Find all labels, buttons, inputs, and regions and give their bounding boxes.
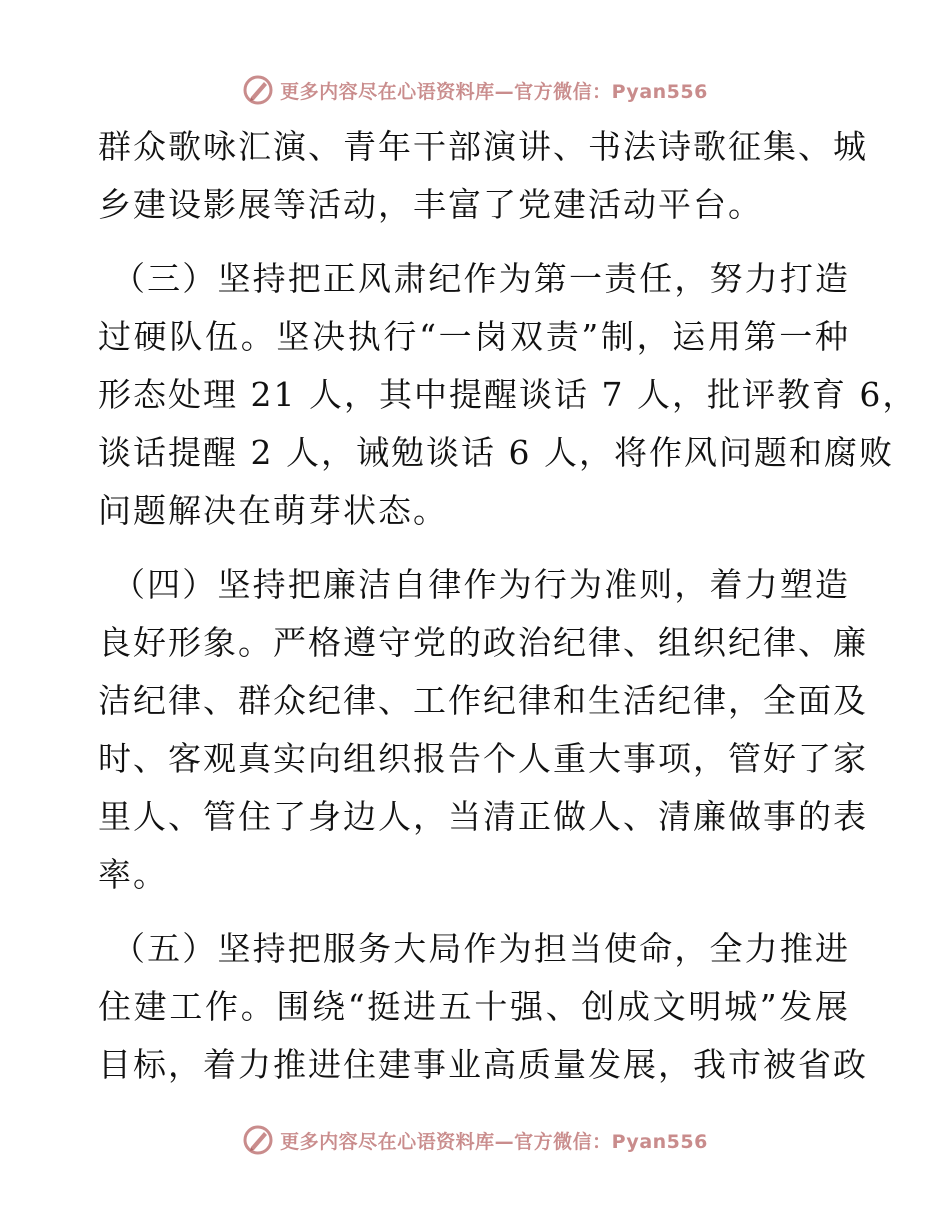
paragraph-2 — [98, 250, 918, 540]
paragraph-4 — [98, 920, 868, 1094]
pen-logo-icon — [242, 74, 274, 106]
text-line: 谈话提醒 2 人，诫勉谈话 6 人，将作风问题和腐败 — [98, 433, 894, 472]
text-line: （三）坚持把正风肃纪作为第一责任，努力打造 — [112, 259, 850, 298]
text-line: （四）坚持把廉洁自律作为行为准则，着力塑造 — [112, 565, 850, 604]
watermark-header — [0, 70, 950, 110]
text-line: 目标，着力推进住建事业高质量发展，我市被省政 — [98, 1045, 868, 1084]
text-line: 良好形象。严格遵守党的政治纪律、组织纪律、廉 — [98, 623, 868, 662]
paragraph-3 — [98, 556, 868, 904]
text-line: 形态处理 21 人，其中提醒谈话 7 人，批评教育 6， — [98, 375, 918, 414]
text-line: 里人、管住了身边人，当清正做人、清廉做事的表 — [98, 797, 868, 836]
paragraph-1 — [98, 118, 868, 234]
text-line: 乡建设影展等活动，丰富了党建活动平台。 — [98, 185, 763, 224]
watermark-footer — [0, 1120, 950, 1160]
text-line: 时、客观真实向组织报告个人重大事项，管好了家 — [98, 739, 868, 778]
text-line: 群众歌咏汇演、青年干部演讲、书法诗歌征集、城 — [98, 127, 868, 166]
document-body — [98, 118, 918, 1094]
text-line: （五）坚持把服务大局作为担当使命，全力推进 — [112, 929, 850, 968]
text-line: 住建工作。围绕“挺进五十强、创成文明城”发展 — [98, 987, 850, 1026]
watermark-text: 更多内容尽在心语资料库—官方微信：Pyan556 — [280, 1130, 708, 1153]
text-line: 率。 — [98, 855, 168, 894]
watermark-text: 更多内容尽在心语资料库—官方微信：Pyan556 — [280, 80, 708, 103]
text-line: 洁纪律、群众纪律、工作纪律和生活纪律，全面及 — [98, 681, 868, 720]
text-line: 问题解决在萌芽状态。 — [98, 491, 448, 530]
text-line: 过硬队伍。坚决执行“一岗双责”制，运用第一种 — [98, 317, 850, 356]
pen-logo-icon — [242, 1124, 274, 1156]
